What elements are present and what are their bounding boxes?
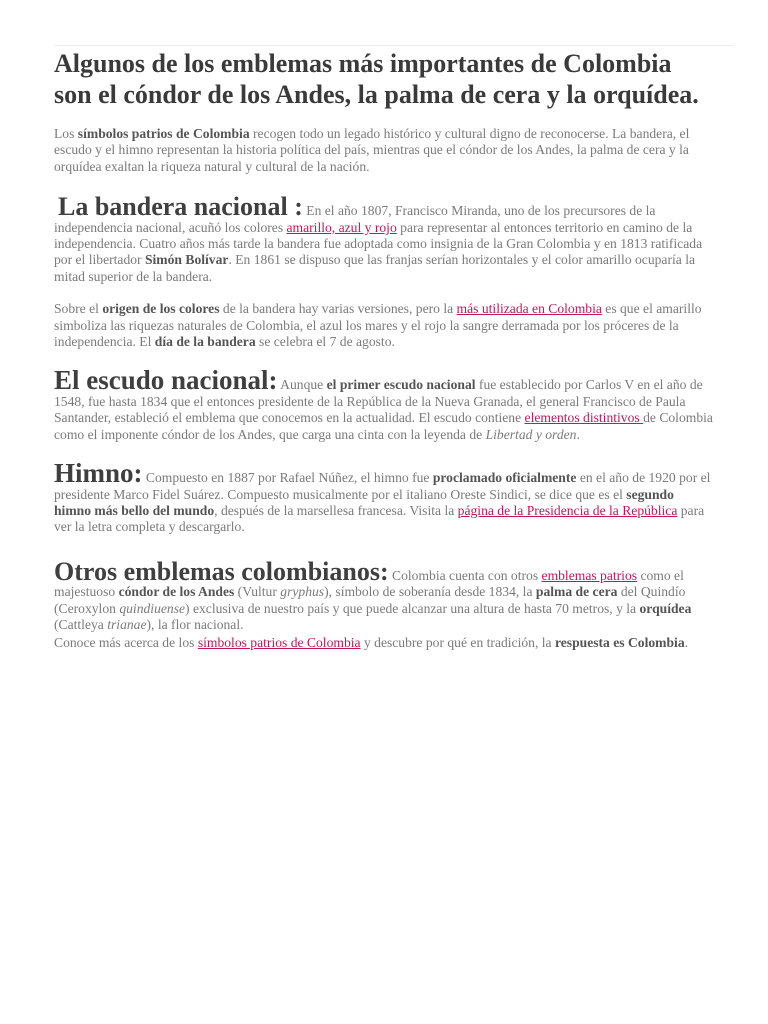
colores-link[interactable]: amarillo, azul y rojo xyxy=(286,219,397,235)
article xyxy=(54,48,714,652)
bandera-section xyxy=(54,192,714,285)
himno-text: Compuesto en 1887 por Rafael Núñez, el himno fue xyxy=(142,470,433,486)
closing-text: . xyxy=(684,635,689,651)
otros-bold: palma de cera xyxy=(535,584,618,600)
otros-italic: gryphus xyxy=(280,584,325,600)
escudo-text: . xyxy=(576,426,580,442)
bandera-text: de la bandera hay varias versiones, pero la xyxy=(219,301,457,317)
otros-bold: cóndor de los Andes xyxy=(118,584,235,600)
mas-utilizada-link[interactable]: más utilizada en Colombia xyxy=(456,301,602,317)
bandera-origen-paragraph xyxy=(54,301,714,350)
himno-text: , después de la marsellesa francesa. Visita la xyxy=(214,502,458,518)
otros-text: ) exclusiva de nuestro país y que puede alcanzar una altura de hasta 70 metros, y la xyxy=(185,600,640,616)
closing-text: Conoce más acerca de los xyxy=(54,635,198,651)
himno-section xyxy=(54,458,714,536)
himno-text: en el año de 1920 por el presidente Marco Fidel Suárez. Compuesto musicalmente por el italiano Oreste Sindici, se dice que es el xyxy=(54,470,711,502)
otros-italic: quindiuense xyxy=(119,600,186,616)
otros-heading: Otros emblemas colombianos: xyxy=(54,556,389,586)
bandera-text: es que el amarillo simboliza las riquezas naturales de Colombia, el azul los mares y el rojo la sangre derramada por los próceres de la independencia. El xyxy=(54,301,702,350)
otros-bold: orquídea xyxy=(639,600,692,616)
emblemas-patrios-link[interactable]: emblemas patrios xyxy=(541,567,638,583)
otros-section xyxy=(54,556,714,634)
bandera-text: para representar al entonces territorio en camino de la independencia. Cuatro años más tarde la bandera fue adoptada como insignia de la Gran Colombia y en 1813 ratificada por el libertador xyxy=(54,219,703,268)
bandera-bold: origen de los colores xyxy=(102,301,220,317)
himno-bold: proclamado oficialmente xyxy=(432,470,577,486)
bandera-heading: La bandera nacional : xyxy=(58,192,303,222)
bandera-text: se celebra el 7 de agosto. xyxy=(255,334,395,350)
bandera-text: . En 1861 se dispuso que las franjas serían horizontales y el color amarillo ocuparía la mitad superior de la bandera. xyxy=(54,252,696,284)
closing-text: y descubre por qué en tradición, la xyxy=(360,635,555,651)
himno-text: para ver la letra completa y descargarlo. xyxy=(54,502,705,535)
escudo-bold: el primer escudo nacional xyxy=(326,377,476,393)
simbolos-patrios-link[interactable]: símbolos patrios de Colombia xyxy=(197,635,361,651)
otros-text: (Vultur xyxy=(234,584,281,600)
otros-text: Colombia cuenta con otros xyxy=(388,567,542,583)
top-divider xyxy=(54,45,734,46)
elementos-distintivos-link[interactable]: elementos distintivos xyxy=(524,410,644,426)
intro-paragraph xyxy=(54,126,714,175)
otros-text: como el majestuoso xyxy=(54,567,684,600)
otros-text: ), símbolo de soberanía desde 1834, la xyxy=(324,584,536,600)
escudo-text: Aunque xyxy=(277,377,327,393)
himno-heading: Himno: xyxy=(54,458,143,489)
otros-text: (Cattleya xyxy=(54,616,108,632)
closing-bold: respuesta es Colombia xyxy=(554,635,685,651)
bandera-bold: día de la bandera xyxy=(154,334,256,350)
bandera-bold: Simón Bolívar xyxy=(144,252,229,268)
intro-bold: símbolos patrios de Colombia xyxy=(77,126,250,141)
escudo-italic: Libertad y orden xyxy=(485,426,577,442)
escudo-heading: El escudo nacional: xyxy=(54,365,278,396)
presidencia-link[interactable]: página de la Presidencia de la República xyxy=(457,502,678,518)
himno-bold: segundo himno más bello del mundo xyxy=(54,486,674,518)
bandera-text: Sobre el xyxy=(54,301,103,317)
closing-paragraph xyxy=(54,635,714,651)
intro-text: Los xyxy=(54,126,78,141)
escudo-text: de Colombia como el imponente cóndor de los Andes, que carga una cinta con la leyenda de xyxy=(54,410,713,442)
otros-italic: trianae xyxy=(107,616,147,632)
page-title: Algunos de los emblemas más importantes de Colombia son el cóndor de los Andes, la palma de cera y la orquídea. xyxy=(54,49,699,109)
escudo-text: fue establecido por Carlos V en el año de 1548, fue hasta 1834 que el entonces presidente de la República de la Nueva Granada, el general Francisco de Paula Santander, estableció el emblema que conocemos en la actualidad. El escudo contiene xyxy=(54,377,703,426)
otros-text: del Quindío (Ceroxylon xyxy=(54,584,686,616)
otros-text: ), la flor nacional. xyxy=(146,616,244,632)
bandera-text: En el año 1807, Francisco Miranda, uno de los precursores de la independencia nacional, acuñó los colores xyxy=(54,203,656,235)
intro-text: recogen todo un legado histórico y cultural digno de reconocerse. La bandera, el escudo y el himno representan la historia política del país, mientras que el cóndor de los Andes, la palma de cera y la orquídea exaltan la riqueza natural y cultural de la nación. xyxy=(54,126,690,174)
escudo-section xyxy=(54,365,714,443)
